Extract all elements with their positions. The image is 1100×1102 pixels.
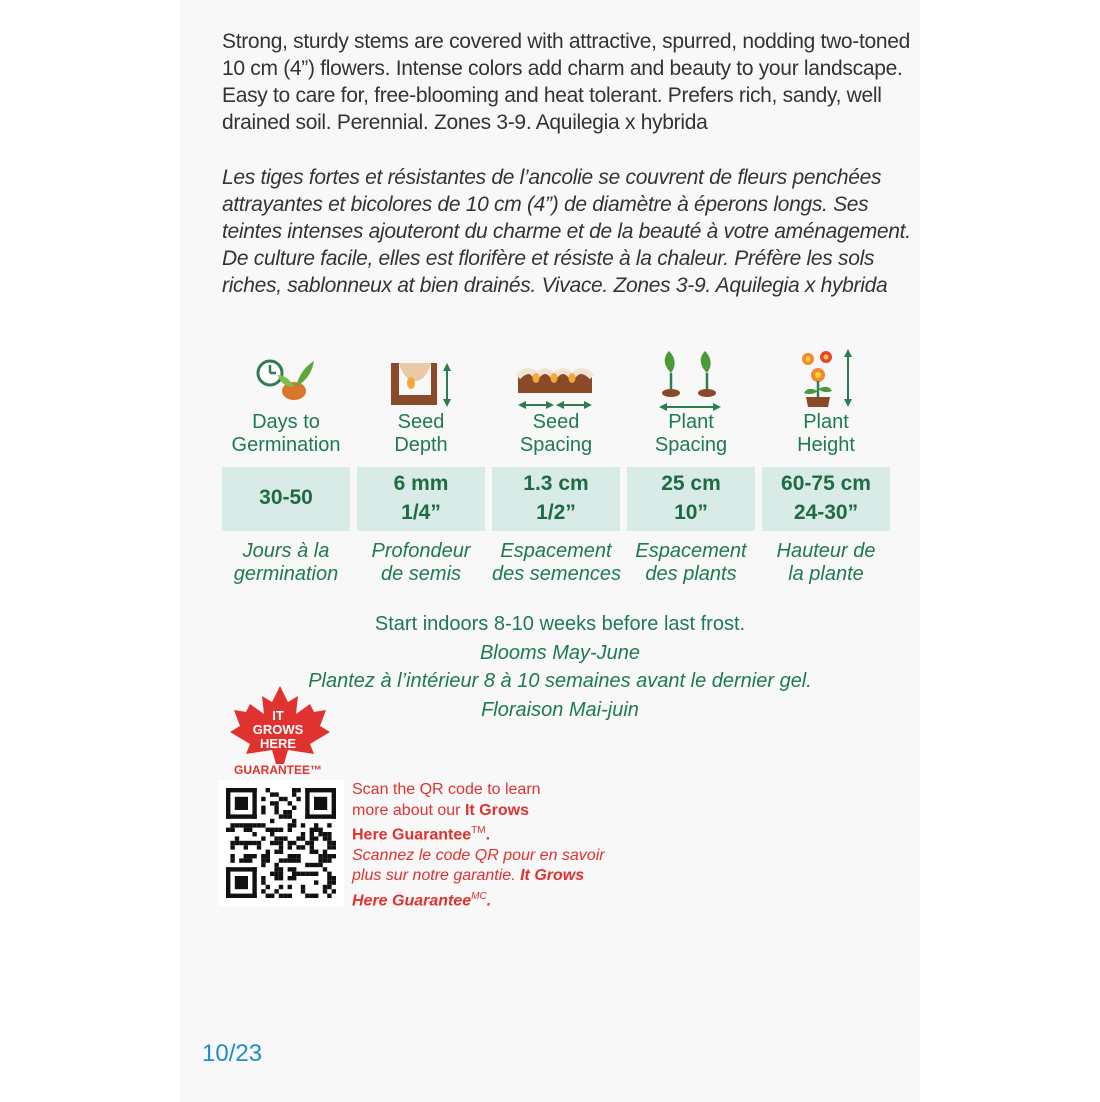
- value-seed-spacing: 1.3 cm 1/2”: [492, 467, 620, 531]
- info-plant-height: Plant Height: [762, 345, 890, 465]
- label-fr-germination: Jours à la germination: [233, 540, 339, 585]
- bloom-time-note-fr: Floraison Mai-juin: [481, 698, 639, 721]
- value-seed-depth: 6 mm 1/4”: [357, 467, 485, 531]
- growing-info-values: [222, 467, 890, 531]
- value-plant-spacing: 25 cm 10”: [627, 467, 755, 531]
- value-days-to-germination: 30-50: [222, 467, 350, 531]
- svg-text:GROWS: GROWS: [252, 722, 304, 737]
- description-french: Les tiges fortes et résistantes de l’ancolie se couvrent de fleurs penchées attrayantes et bicolores de 10 cm (4”) de diamètre à éperons longs. Ses teintes intenses ajouteront du charme et de la beauté à votre aménagement. De culture facile, elles est florifère et résiste à la chaleur. Préfère les sols riches, sablonneux at bien drainés. Vivace. Zones 3-9. Aquilegia x hybrida: [222, 166, 911, 297]
- guarantee-qr-text: Scan the QR code to learn more about our It Grows Here Guarantee™. Scannez le code QR pour en savoir plus sur notre garantie. It Grows Here Guarantee$^{MC}$.: [352, 781, 605, 910]
- growing-info-icons: [222, 345, 890, 465]
- value-plant-height: 60-75 cm 24-30”: [762, 467, 890, 531]
- seed-depth-icon: [389, 347, 453, 407]
- bloom-time-note: Blooms May-June: [479, 641, 641, 664]
- label-fr-seed-depth: Profondeur de semis: [371, 540, 471, 585]
- qr-code[interactable]: [218, 780, 344, 906]
- svg-text:IT: IT: [272, 708, 284, 723]
- qr-code-icon: [218, 780, 344, 906]
- plant-height-icon: [796, 347, 860, 409]
- maple-leaf-guarantee-logo: [226, 684, 336, 778]
- description-english: Strong, sturdy stems are covered with attractive, spurred, nodding two-toned 10 cm (4”) flowers. Intense colors add charm and beauty to your landscape. Easy to care for, free-blooming and heat tolerant. Prefers rich, sandy, well drained soil. Perennial. Zones 3-9. Aquilegia x hybrida: [222, 30, 911, 134]
- info-plant-spacing: Plant Spacing: [627, 345, 755, 465]
- label-fr-seed-spacing: Espacement des semences: [492, 540, 621, 585]
- sowing-notes: [260, 610, 860, 724]
- clock-seedling-icon: [254, 347, 318, 407]
- info-seed-depth: Seed Depth: [357, 345, 485, 465]
- svg-text:HERE: HERE: [259, 736, 297, 751]
- seed-spacing-icon: [516, 347, 596, 413]
- growing-info-french-labels: [222, 540, 890, 590]
- plant-spacing-icon: [655, 347, 725, 413]
- start-indoors-note: Start indoors 8-10 weeks before last frost.: [374, 613, 746, 635]
- start-indoors-note-fr: Plantez à l’intérieur 8 à 10 semaines avant le dernier gel.: [308, 670, 812, 692]
- label-fr-plant-height: Hauteur de la plante: [776, 540, 876, 585]
- date-code: 10/23: [202, 1040, 263, 1067]
- svg-text:GUARANTEE™: GUARANTEE™: [233, 763, 323, 777]
- info-days-to-germination: Days to Germination: [222, 345, 350, 465]
- label-fr-plant-spacing: Espacement des plants: [635, 540, 747, 585]
- info-seed-spacing: Seed Spacing: [492, 345, 620, 465]
